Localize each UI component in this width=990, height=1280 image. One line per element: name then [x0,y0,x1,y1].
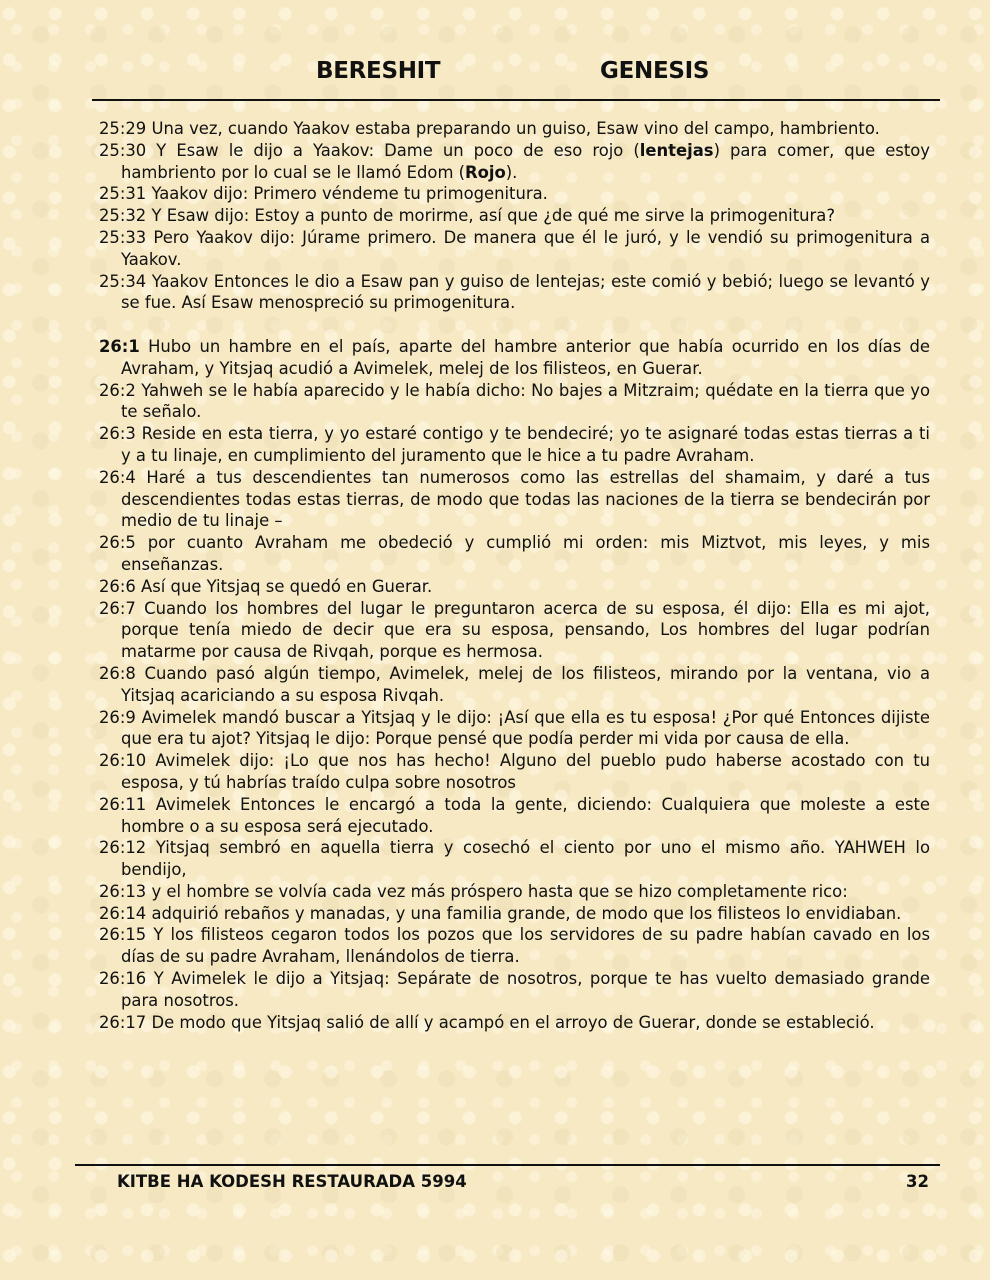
header-book-spanish: GENESIS [600,58,710,84]
verse-text: adquirió rebaños y manadas, y una familia grande, de modo que los filisteos lo envidiaban. [151,903,902,923]
verse-text: por cuanto Avraham me obedeció y cumplió mi orden: mis Miztvot, mis leyes, y mis enseñanzas. [121,533,930,574]
verse-ref: 26:16 [99,969,147,989]
verse-ref: 25:31 [99,184,147,204]
verse-ref: 26:2 [99,380,136,400]
header-book-hebrew: BERESHIT [316,58,441,84]
verse-26-1 [99,336,930,380]
page-footer [0,1172,990,1196]
verse-ref: 26:3 [99,424,136,444]
verse-26-16 [99,968,930,1012]
verse-text-part: Y Esaw le dijo a Yaakov: Dame un poco de eso rojo ( [156,140,640,160]
verse-text: Yitsjaq sembró en aquella tierra y cosechó el ciento por uno el mismo año. YAHWEH lo bendijo, [121,838,931,880]
verse-26-11 [99,794,930,838]
verse-ref: 26:17 [99,1012,147,1032]
verse-text: Hubo un hambre en el país, aparte del hambre anterior que había ocurrido en los días de Avraham, y Yitsjaq acudió a Avimelek, melej de los filisteos, en Guerar. [121,336,930,378]
verse-26-5 [99,532,930,576]
verse-25-34 [99,271,930,315]
verse-25-32 [99,205,930,227]
verse-ref: 25:32 [99,206,147,226]
verse-text: Reside en esta tierra, y yo estaré contigo y te bendeciré; yo te asignaré todas estas tierras a ti y a tu linaje, en cumplimiento del juramento que le hice a tu padre Avraham. [121,424,930,465]
verse-ref: 26:6 [99,576,136,596]
verse-text: y el hombre se volvía cada vez más próspero hasta que se hizo completamente rico: [151,881,848,901]
verse-text-part: ) para comer, que estoy hambriento por lo cual se le llamó Edom ( [121,140,930,182]
verse-ref: 26:13 [99,881,147,901]
verse-ref: 26:7 [99,598,136,618]
verse-text: Pero Yaakov dijo: Júrame primero. De manera que él le juró, y le vendió su primogenitura a Yaakov. [121,227,930,269]
verse-25-29 [99,118,930,140]
verse-26-13 [99,881,930,903]
verse-26-3 [99,423,930,467]
verse-text: De modo que Yitsjaq salió de allí y acampó en el arroyo de Guerar, donde se estableció. [151,1012,875,1032]
verse-emphasis: lentejas [639,140,714,160]
verse-ref: 26:14 [99,903,147,923]
verse-ref: 25:34 [99,271,147,291]
chapter-start-ref: 26:1 [99,336,140,356]
verse-text: Y Avimelek le dijo a Yitsjaq: Sepárate de nosotros, porque te has vuelto demasiado grande para nosotros. [121,969,930,1010]
verse-text: Haré a tus descendientes tan numerosos como las estrellas del shamaim, y daré a tus descendientes todas estas tierras, de modo que todas las naciones de la tierra se bendecirán por medio de tu linaje – [121,467,930,531]
verse-26-4 [99,467,930,532]
verse-ref: 25:30 [99,140,147,160]
verse-26-14 [99,903,930,925]
chapter-gap [99,314,930,336]
verse-text: Así que Yitsjaq se quedó en Guerar. [141,576,433,596]
verse-ref: 25:33 [99,227,147,247]
page-number: 32 [906,1172,929,1191]
verse-26-10 [99,750,930,794]
verse-ref: 26:15 [99,925,147,945]
verse-ref: 26:10 [99,751,147,771]
footer-title: KITBE HA KODESH RESTAURADA 5994 [117,1172,467,1191]
page-header [0,58,990,90]
header-divider [92,99,940,101]
verse-text: Y los filisteos cegaron todos los pozos que los servidores de su padre habían cavado en los días de su padre Avraham, llenándolos de tierra. [121,925,930,967]
verse-26-7 [99,598,930,663]
verse-ref: 26:11 [99,794,147,814]
verse-text: Cuando pasó algún tiempo, Avimelek, melej de los filisteos, mirando por la ventana, vio a Yitsjaq acariciando a su esposa Rivqah. [121,663,930,705]
verse-text: Avimelek Entonces le encargó a toda la gente, diciendo: Cualquiera que moleste a este hombre o a su esposa será ejecutado. [121,794,930,836]
verse-ref: 26:5 [99,533,136,553]
verse-text-part: ). [505,162,518,182]
verse-text: Una vez, cuando Yaakov estaba preparando un guiso, Esaw vino del campo, hambriento. [151,119,880,138]
verse-26-17 [99,1012,930,1034]
verse-text: Cuando los hombres del lugar le preguntaron acerca de su esposa, él dijo: Ella es mi ajot, porque tenía miedo de decir que era su esposa, pensando, Los hombres del lugar podrían matarme por causa de Rivqah, porque es hermosa. [121,598,930,662]
verse-ref: 26:9 [99,707,136,727]
verse-text: Yaakov Entonces le dio a Esaw pan y guiso de lentejas; este comió y bebió; luego se levantó y se fue. Así Esaw menospreció su primogenitura. [121,271,930,313]
verse-text-body [99,118,930,1033]
verse-26-6 [99,576,930,598]
verse-text: Avimelek dijo: ¡Lo que nos has hecho! Alguno del pueblo pudo haberse acostado con tu esposa, y tú habrías traído culpa sobre nosotros [121,751,931,792]
verse-text: Yaakov dijo: Primero véndeme tu primogenitura. [151,184,548,204]
verse-25-31 [99,183,930,205]
verse-26-9 [99,707,930,751]
verse-ref: 26:12 [99,838,147,858]
verse-26-8 [99,663,930,707]
verse-text: Avimelek mandó buscar a Yitsjaq y le dijo: ¡Así que ella es tu esposa! ¿Por qué Entonces dijiste que era tu ajot? Yitsjaq le dijo: Porque pensé que podía perder mi vida por causa de ella. [121,707,930,749]
verse-text: Y Esaw dijo: Estoy a punto de morirme, así que ¿de qué me sirve la primogenitura? [151,206,836,226]
verse-ref: 25:29 [99,119,147,138]
footer-divider [75,1164,940,1166]
verse-ref: 26:8 [99,663,136,683]
verse-emphasis: Rojo [465,162,506,182]
verse-25-33 [99,227,930,271]
verse-26-15 [99,924,930,968]
verse-26-2 [99,380,930,424]
verse-text: Yahweh se le había aparecido y le había dicho: No bajes a Mitzraim; quédate en la tierra que yo te señalo. [121,380,930,422]
verse-26-12 [99,837,930,881]
verse-ref: 26:4 [99,467,136,487]
verse-25-30 [99,140,930,184]
